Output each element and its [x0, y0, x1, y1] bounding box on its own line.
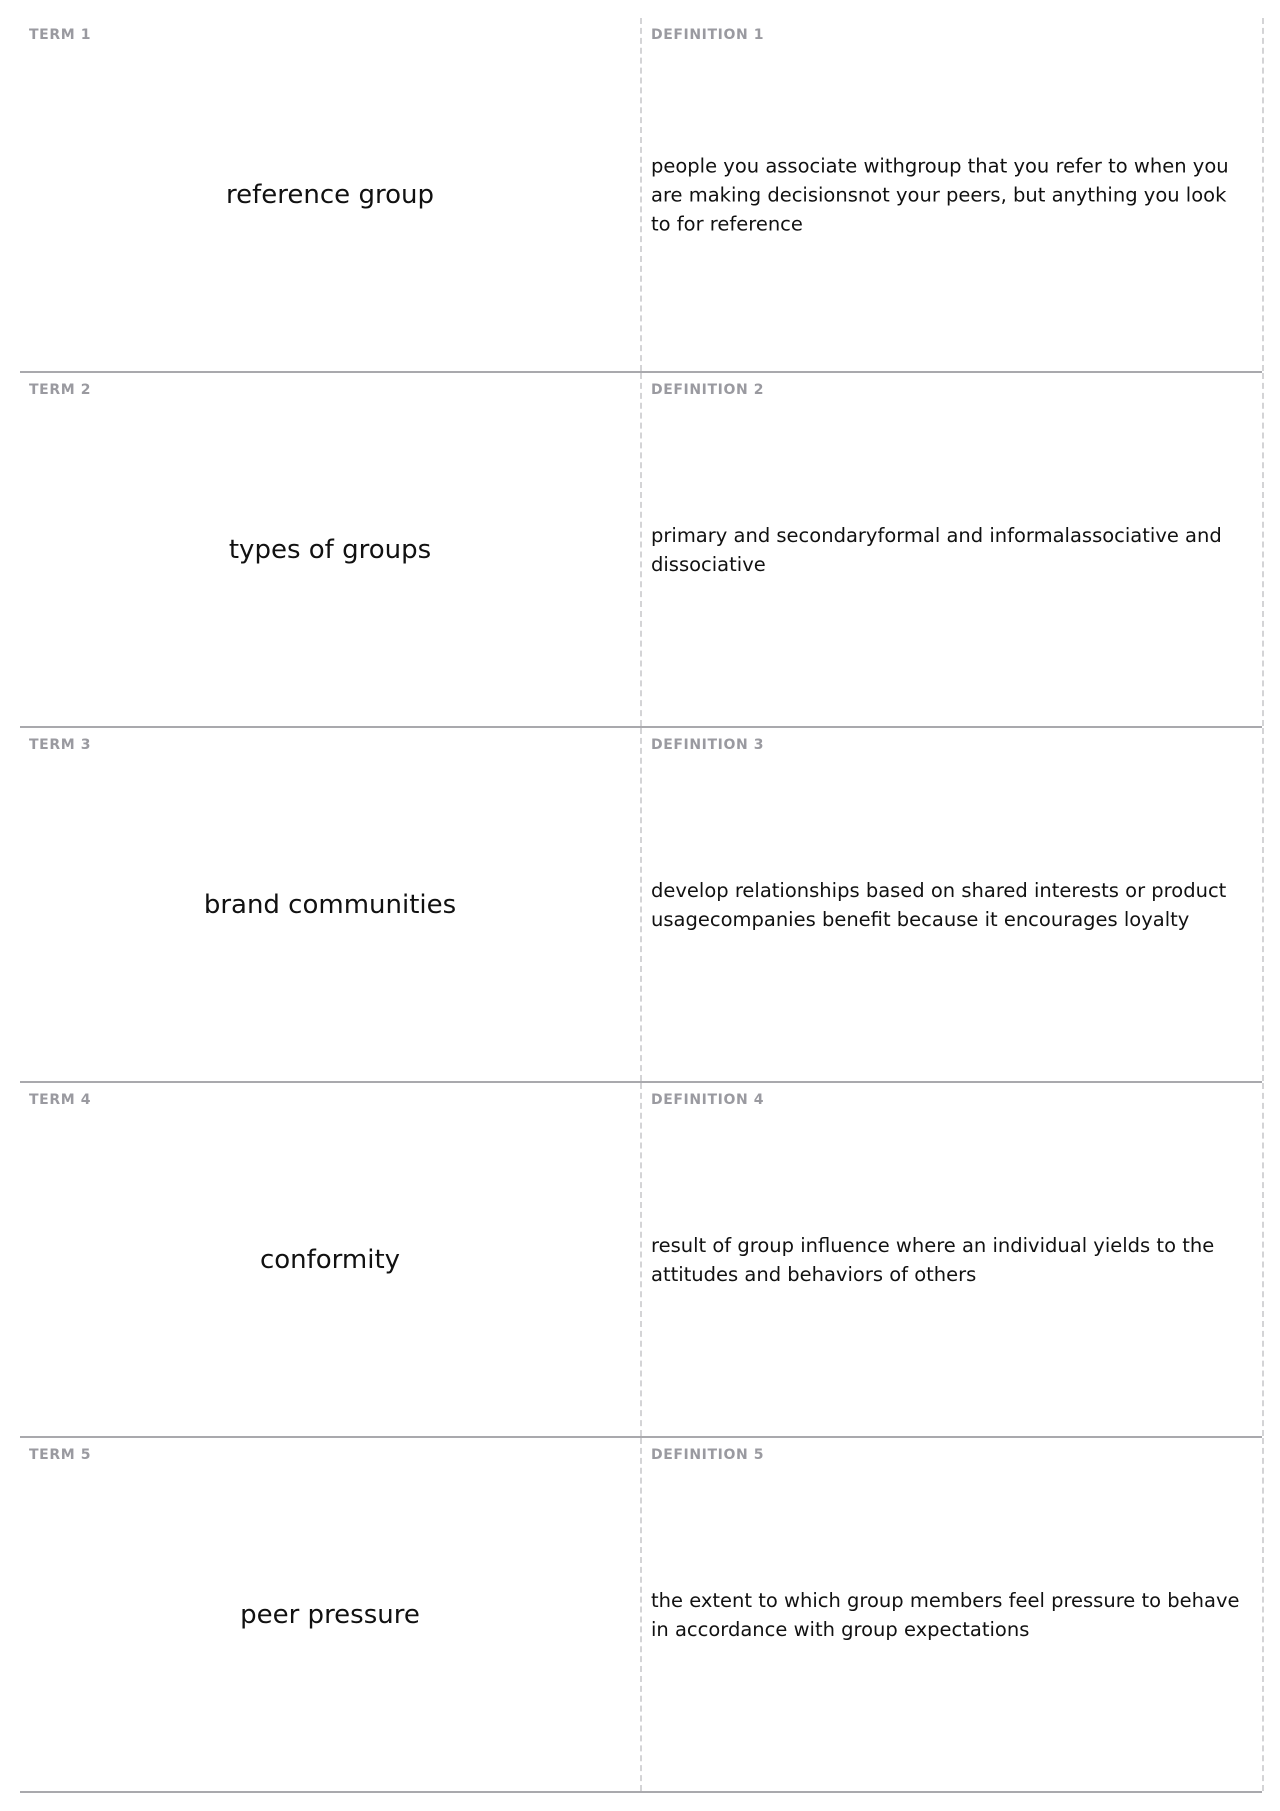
card-row-3 [20, 728, 1262, 1083]
card-row-2 [20, 373, 1262, 728]
definition-cell [642, 1083, 1264, 1436]
term-text: reference group [226, 179, 434, 210]
term-cell [20, 1083, 642, 1436]
term-text: types of groups [228, 534, 432, 565]
term-text: brand communities [203, 889, 457, 920]
definition-text: result of group influence where an individual yields to the attitudes and behaviors of others [651, 1233, 1215, 1286]
card-row-1 [20, 18, 1262, 373]
term-cell [20, 18, 642, 371]
term-label: TERM 2 [29, 382, 92, 398]
flashcard-sheet [20, 18, 1262, 1793]
card-row-5 [20, 1438, 1262, 1793]
definition-cell [642, 18, 1264, 371]
definition-label: DEFINITION 3 [651, 737, 765, 753]
term-label: TERM 5 [29, 1447, 92, 1463]
definition-label: DEFINITION 4 [651, 1092, 765, 1108]
definition-text: develop relationships based on shared interests or product usagecompanies benefit because it encourages loyalty [651, 878, 1227, 931]
term-cell [20, 1438, 642, 1791]
term-text: conformity [259, 1244, 401, 1275]
definition-label: DEFINITION 2 [651, 382, 765, 398]
term-label: TERM 1 [29, 27, 92, 43]
definition-cell [642, 728, 1264, 1081]
definition-label: DEFINITION 1 [651, 27, 765, 43]
term-cell [20, 373, 642, 726]
card-row-4 [20, 1083, 1262, 1438]
definition-label: DEFINITION 5 [651, 1447, 765, 1463]
definition-text: people you associate withgroup that you refer to when you are making decisionsnot your peers, but anything you look to for reference [651, 154, 1229, 235]
term-label: TERM 4 [29, 1092, 92, 1108]
definition-text: the extent to which group members feel pressure to behave in accordance with group expectations [651, 1588, 1240, 1641]
term-cell [20, 728, 642, 1081]
definition-cell [642, 373, 1264, 726]
definition-text: primary and secondaryformal and informalassociative and dissociative [651, 523, 1222, 576]
term-label: TERM 3 [29, 737, 92, 753]
term-text: peer pressure [240, 1599, 420, 1630]
definition-cell [642, 1438, 1264, 1791]
